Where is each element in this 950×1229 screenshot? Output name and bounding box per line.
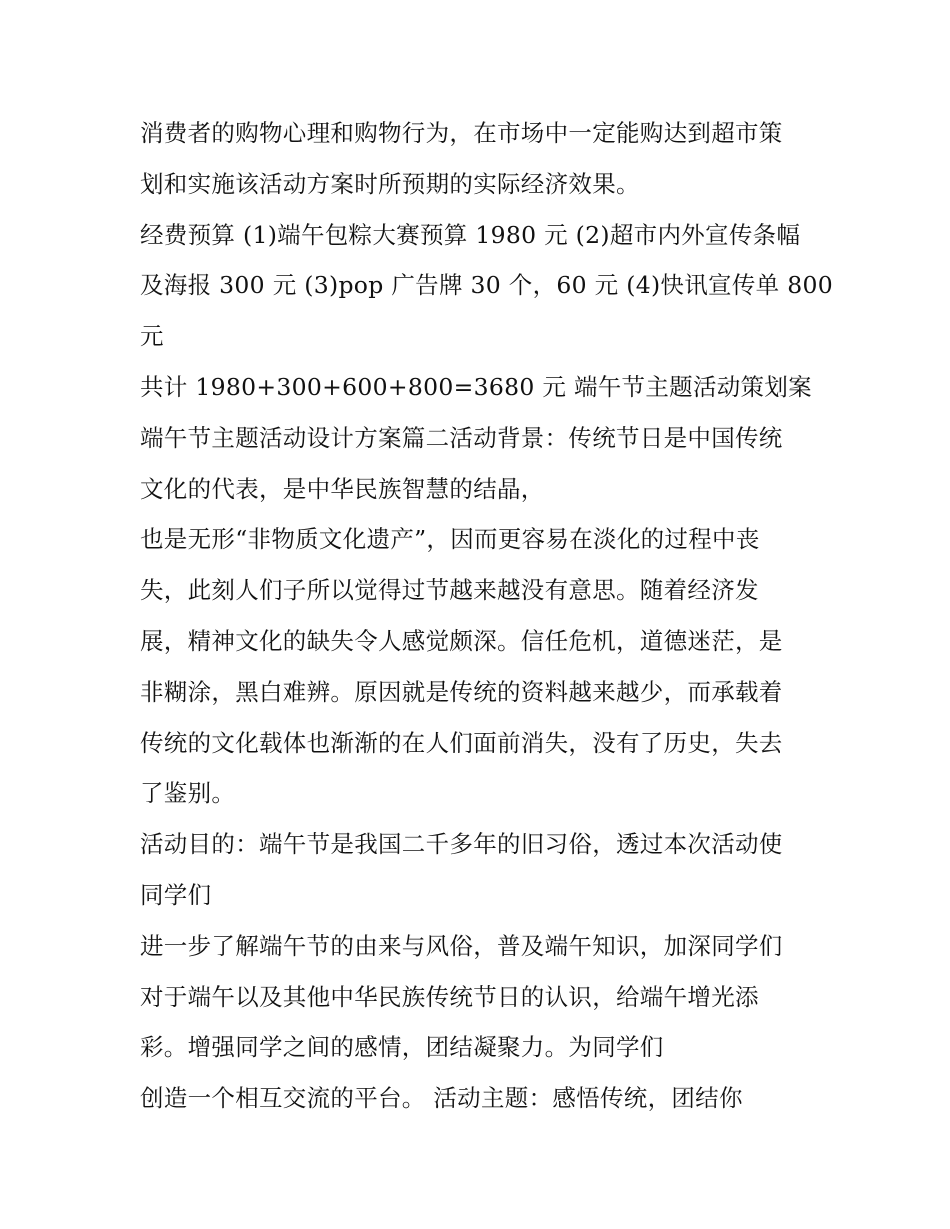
text-line: 非糊涂，黑白难辨。原因就是传统的资料越来越少，而承载着 bbox=[140, 677, 783, 706]
text-line: 划和实施该活动方案时所预期的实际经济效果。 bbox=[140, 169, 640, 198]
text-line: 共计 1980+300+600+800=3680 元 端午节主题活动策划案 bbox=[140, 372, 812, 401]
text-line: 也是无形“非物质文化遗产”，因而更容易在淡化的过程中丧 bbox=[140, 525, 760, 554]
text-line: 对于端午以及其他中华民族传统节日的认识，给端午增光添 bbox=[140, 982, 759, 1011]
text-line: 进一步了解端午节的由来与风俗，普及端午知识，加深同学们 bbox=[140, 931, 783, 960]
text-line: 彩。增强同学之间的感情，团结凝聚力。为同学们 bbox=[140, 1033, 664, 1062]
text-line: 文化的代表，是中华民族智慧的结晶， bbox=[140, 474, 545, 503]
text-line: 消费者的购物心理和购物行为，在市场中一定能购达到超市策 bbox=[140, 119, 783, 147]
text-line: 端午节主题活动设计方案篇二活动背景：传统节日是中国传统 bbox=[140, 423, 783, 452]
text-line: 失，此刻人们子所以觉得过节越来越没有意思。随着经济发 bbox=[140, 576, 759, 605]
text-line: 了鉴别。 bbox=[140, 779, 236, 808]
text-line: 同学们 bbox=[140, 880, 212, 909]
text-line: 展，精神文化的缺失令人感觉颇深。信任危机，道德迷茫，是 bbox=[140, 626, 783, 655]
text-line: 活动目的：端午节是我国二千多年的旧习俗，透过本次活动使 bbox=[140, 830, 783, 859]
text-line: 及海报 300 元 (3)pop 广告牌 30 个，60 元 (4)快讯宣传单 800 bbox=[140, 271, 833, 300]
text-line: 元 bbox=[140, 322, 164, 351]
text-line: 创造一个相互交流的平台。 活动主题：感悟传统，团结你 bbox=[140, 1084, 743, 1113]
text-line: 经费预算 (1)端午包粽大赛预算 1980 元 (2)超市内外宣传条幅 bbox=[140, 220, 801, 249]
text-line: 传统的文化载体也渐渐的在人们面前消失，没有了历史，失去 bbox=[140, 728, 783, 757]
document-body bbox=[140, 108, 833, 1124]
